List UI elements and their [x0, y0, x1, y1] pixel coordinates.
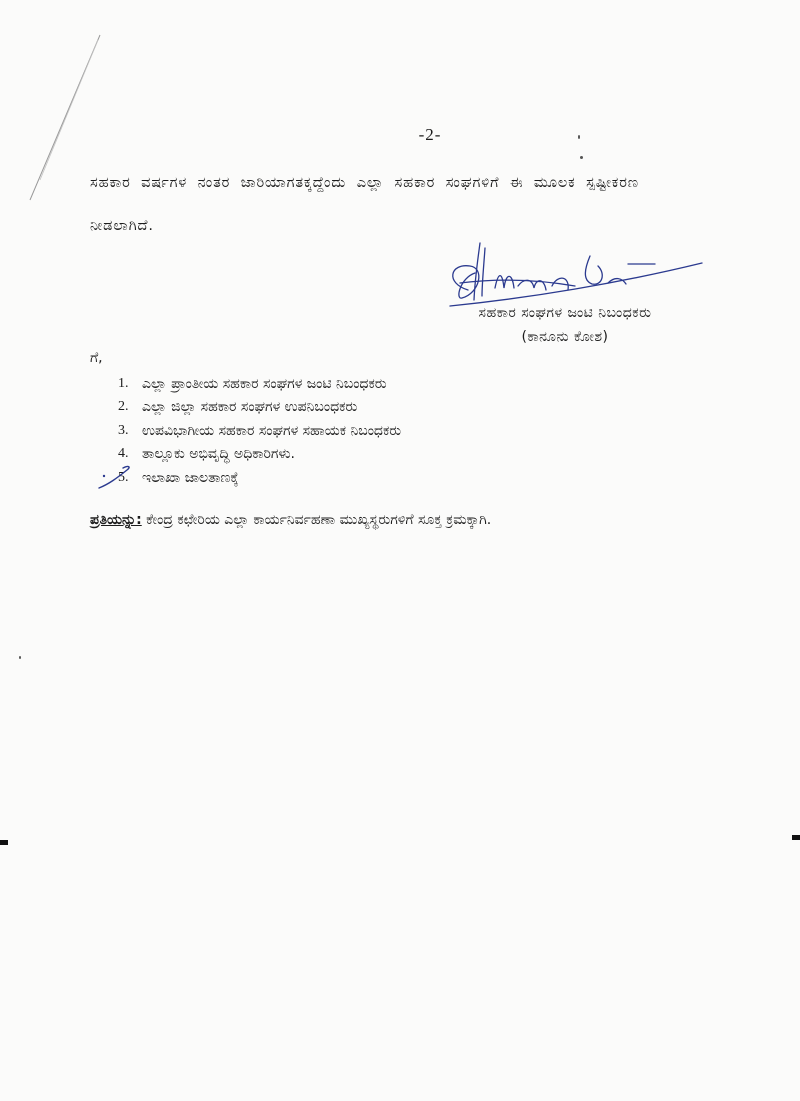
recipient-item — [118, 396, 401, 420]
recipient-list — [118, 372, 401, 490]
handwritten-signature — [440, 238, 710, 310]
scan-edge-mark — [0, 840, 8, 845]
signatory-title: ಸಹಕಾರ ಸಂಘಗಳ ಜಂಟಿ ನಿಬಂಧಕರು — [478, 305, 652, 321]
handwritten-tick-mark — [95, 462, 155, 492]
recipient-item — [118, 466, 401, 490]
recipient-text: ಇಲಾಖಾ ಜಾಲತಾಣಕ್ಕೆ — [142, 469, 239, 486]
recipient-number: 5. — [118, 469, 129, 485]
recipient-text: ಎಲ್ಲಾ ಜಿಲ್ಲಾ ಸಹಕಾರ ಸಂಘಗಳ ಉಪನಿಬಂಧಕರು — [142, 399, 358, 416]
copy-to-text: ಕೇಂದ್ರ ಕಛೇರಿಯ ಎಲ್ಲಾ ಕಾರ್ಯನಿರ್ವಹಣಾ ಮುಖ್ಯಸ್ಥರುಗಳಿಗೆ ಸೂಕ್ತ ಕ್ರಮಕ್ಕಾಗಿ. — [141, 512, 492, 528]
scan-speck — [580, 156, 583, 159]
scan-edge-mark — [792, 835, 800, 840]
recipient-number: 2. — [118, 399, 129, 415]
recipient-item — [118, 419, 401, 443]
scan-speck — [19, 656, 21, 659]
copy-to-label: ಪ್ರತಿಯನ್ನು: — [90, 512, 142, 528]
recipient-text: ಎಲ್ಲಾ ಪ್ರಾಂತೀಯ ಸಹಕಾರ ಸಂಘಗಳ ಜಂಟಿ ನಿಬಂಧಕರು — [142, 375, 387, 392]
recipient-item — [118, 443, 401, 467]
recipient-item — [118, 372, 401, 396]
signatory-department: (ಕಾನೂನು ಕೋಶ) — [521, 329, 609, 345]
body-paragraph-line-1: ಸಹಕಾರ ವರ್ಷಗಳ ನಂತರ ಜಾರಿಯಾಗತಕ್ಕದ್ದೆಂದು ಎಲ್ಲಾ ಸಹಕಾರ ಸಂಘಗಳಿಗೆ ಈ ಮೂಲಕ ಸ್ಪಷ್ಟೀಕರಣ — [90, 175, 639, 191]
recipient-number: 1. — [118, 375, 129, 391]
signatory-block — [440, 305, 690, 345]
recipient-text: ಉಪವಿಭಾಗೀಯ ಸಹಕಾರ ಸಂಘಗಳ ಸಹಾಯಕ ನಿಬಂಧಕರು — [142, 422, 402, 439]
recipient-text: ತಾಲ್ಲೂಕು ಅಭಿವೃದ್ಧಿ ಅಧಿಕಾರಿಗಳು. — [142, 446, 296, 463]
recipient-number: 3. — [118, 422, 129, 438]
recipient-number: 4. — [118, 446, 129, 462]
body-paragraph-line-2: ನೀಡಲಾಗಿದೆ. — [90, 218, 154, 234]
copy-to-line — [90, 512, 491, 528]
page-number: -2- — [418, 125, 442, 144]
to-label: ಗೆ, — [90, 350, 103, 366]
